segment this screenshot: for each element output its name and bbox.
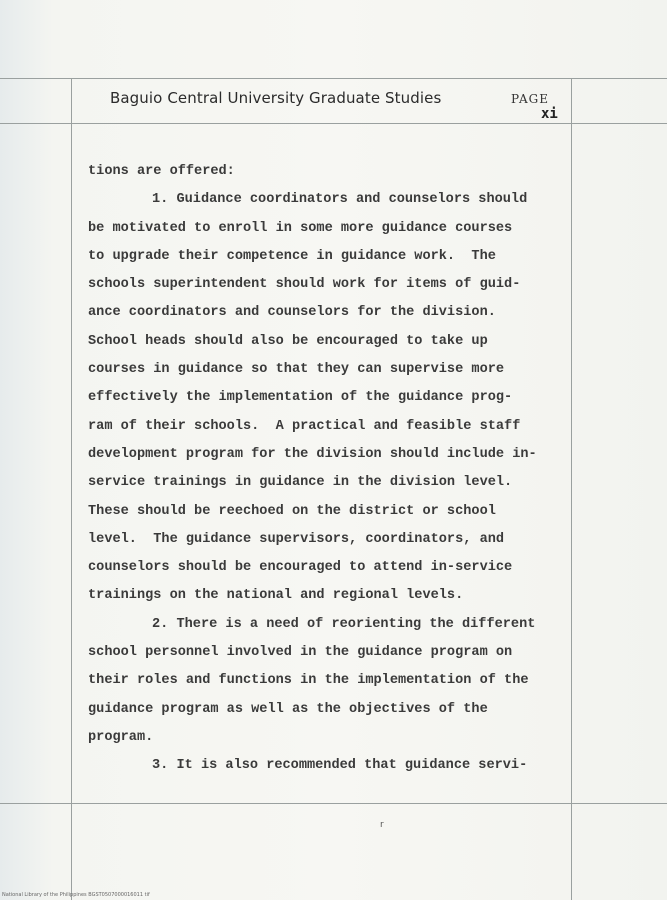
text-line: School heads should also be encouraged to take up <box>88 333 488 349</box>
text-line: effectively the implementation of the guidance prog- <box>88 390 513 406</box>
header-title: Baguio Central University Graduate Studies <box>110 89 442 107</box>
text-line: to upgrade their competence in guidance work. The <box>88 248 496 264</box>
text-line: 2. There is a need of reorienting the different <box>152 616 536 632</box>
body-text <box>88 158 568 781</box>
text-line: ance coordinators and counselors for the division. <box>88 305 496 321</box>
text-line: 1. Guidance coordinators and counselors should <box>152 192 528 208</box>
page-label: PAGE <box>511 92 549 106</box>
text-line: be motivated to enroll in some more guidance courses <box>88 220 513 236</box>
text-line: schools superintendent should work for items of guid- <box>88 277 521 293</box>
bottom-rule <box>0 803 667 804</box>
text-line: 3. It is also recommended that guidance servi- <box>152 758 528 774</box>
text-line: school personnel involved in the guidance program on <box>88 645 513 661</box>
text-line: These should be reechoed on the district or school <box>88 503 496 519</box>
text-line: development program for the division should include in- <box>88 446 537 462</box>
left-margin-rule <box>71 78 72 900</box>
text-line: tions are offered: <box>88 164 235 179</box>
header-rule <box>0 123 667 124</box>
text-line: counselors should be encouraged to attend in-service <box>88 560 513 576</box>
right-margin-rule <box>571 78 572 900</box>
text-line: program. <box>88 729 154 745</box>
text-line: their roles and functions in the implementation of the <box>88 673 529 689</box>
stray-mark: r <box>380 820 384 830</box>
scan-footer: National Library of the Philippines BGST0507000016011 tif <box>2 892 150 898</box>
text-line: ram of their schools. A practical and feasible staff <box>88 418 521 434</box>
top-rule <box>0 78 667 79</box>
text-line: guidance program as well as the objectives of the <box>88 701 488 717</box>
text-line: courses in guidance so that they can supervise more <box>88 362 505 378</box>
text-line: level. The guidance supervisors, coordinators, and <box>88 531 505 547</box>
page-number: xi <box>541 106 558 122</box>
text-line: service trainings in guidance in the division level. <box>88 475 513 491</box>
text-line: trainings on the national and regional levels. <box>88 588 464 604</box>
